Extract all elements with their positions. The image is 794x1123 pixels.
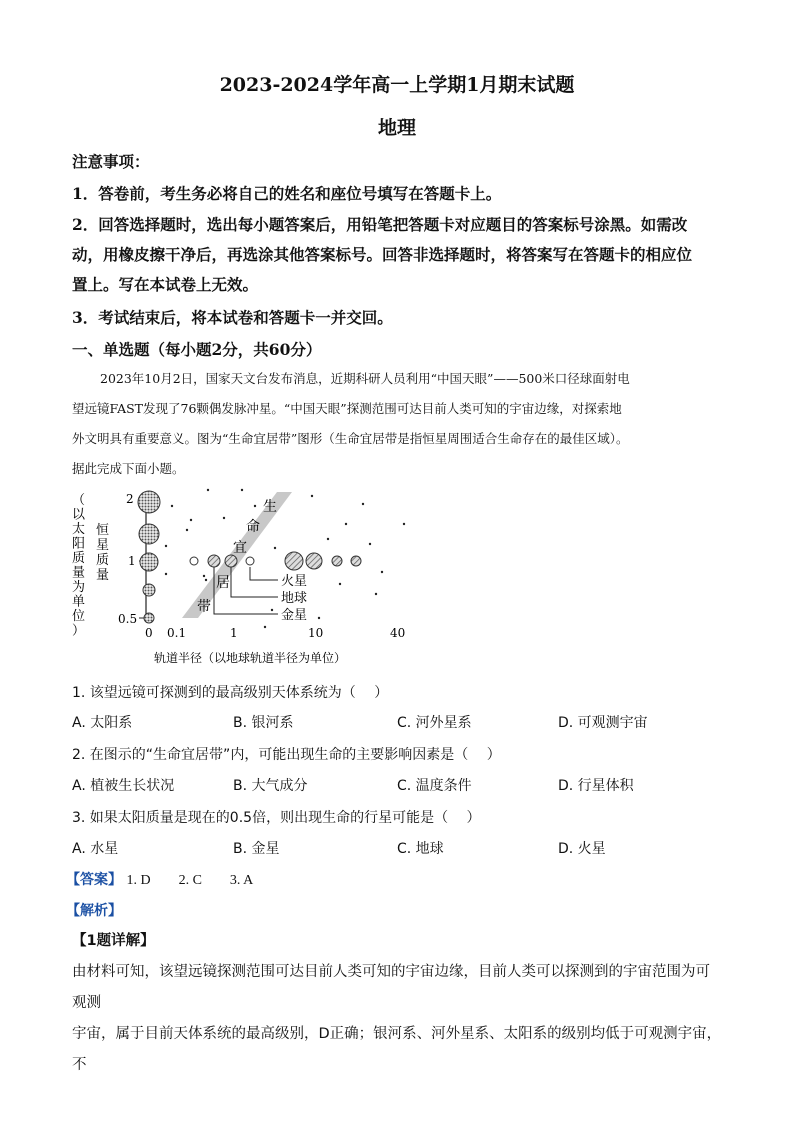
question-2-stem: 2. 在图示的“生命宜居带”内，可能出现生命的主要影响因素是（ ） xyxy=(72,747,501,763)
planet-mercury xyxy=(190,557,198,565)
band-char-4: 居 xyxy=(216,575,230,591)
question-3-stem: 3. 如果太阳质量是现在的0.5倍，则出现生命的行星可能是（ ） xyxy=(72,810,481,826)
y-axis-label-outer: （以太阳质量为单位） xyxy=(72,493,86,639)
x-tick-label-0: 0 xyxy=(145,626,153,640)
mars-leader xyxy=(250,567,278,580)
y-tick-label-1: 1 xyxy=(128,554,136,568)
question-2-option-c[interactable]: C. 温度条件 xyxy=(397,778,472,794)
star-mass-0-5 xyxy=(144,613,154,623)
section-heading: 一、单选题（每小题2分，共60分） xyxy=(72,340,322,359)
x-axis-label: 轨道半径（以地球轨道半径为单位） xyxy=(154,651,347,665)
question-1-option-c[interactable]: C. 河外星系 xyxy=(397,715,472,731)
y-tick-label-2: 2 xyxy=(126,492,134,506)
planet-earth xyxy=(225,555,237,567)
question-1-option-d[interactable]: D. 可观测宇宙 xyxy=(558,715,648,731)
band-char-5: 带 xyxy=(197,599,211,615)
x-tick-label-40: 40 xyxy=(390,626,406,640)
star-mass-1-5 xyxy=(139,524,159,544)
question-1-stem: 1. 该望远镜可探测到的最高级别天体系统为（ ） xyxy=(72,685,389,701)
y-tick-label-05: 0.5 xyxy=(118,612,138,626)
venus-label: 金星 xyxy=(281,608,308,623)
planet-uranus xyxy=(332,556,342,566)
question-2-option-a[interactable]: A. 植被生长状况 xyxy=(72,778,175,794)
y-axis-label-inner: 恒星质量 xyxy=(96,523,110,583)
passage-line-2: 望远镜FAST发现了76颗偶发脉冲星。“中国天眼”探测范围可达目前人类可知的宇宙边缘，对探索地 xyxy=(72,401,622,416)
habitable-zone-figure xyxy=(66,484,416,674)
passage-line-3: 外文明具有重要意义。图为“生命宜居带”图形（生命宜居带是指恒星周围适合生命存在的最佳区域）。 xyxy=(72,431,629,446)
question-1-option-b[interactable]: B. 银河系 xyxy=(233,715,294,731)
habitable-zone-diagram xyxy=(66,484,416,674)
analysis-line-1: 由材料可知，该望远镜探测范围可达目前人类可知的宇宙边缘，目前人类可以探测到的宇宙范围为可观测 xyxy=(72,964,710,1011)
x-tick-label-10: 10 xyxy=(308,626,324,640)
earth-label: 地球 xyxy=(281,591,308,606)
earth-leader xyxy=(231,567,278,597)
question-3-option-d[interactable]: D. 火星 xyxy=(558,841,606,857)
planet-mars xyxy=(246,557,254,565)
band-char-3: 宜 xyxy=(233,540,247,556)
question-3-option-a[interactable]: A. 水星 xyxy=(72,841,119,857)
x-tick-label-1: 1 xyxy=(230,626,238,640)
passage xyxy=(72,364,722,484)
answer-tag: 【答案】 xyxy=(66,872,122,888)
passage-line-1: 2023年10月2日，国家天文台发布消息，近期科研人员利用“中国天眼”——500米口径球面射电 xyxy=(100,371,630,386)
planet-venus xyxy=(208,555,220,567)
analysis-tag: 【解析】 xyxy=(66,903,122,919)
passage-line-4: 据此完成下面小题。 xyxy=(72,461,185,476)
notice-item-2-line-1: 2．回答选择题时，选出每小题答案后，用铅笔把答题卡对应题目的答案标号涂黑。如需改 xyxy=(72,215,688,234)
planet-saturn xyxy=(306,553,322,569)
question-2-option-d[interactable]: D. 行星体积 xyxy=(558,778,634,794)
analysis-body xyxy=(72,926,722,1081)
notice-item-1: 1．答卷前，考生务必将自己的姓名和座位号填写在答题卡上。 xyxy=(72,184,502,203)
x-tick-label-01: 0.1 xyxy=(167,626,187,640)
star-mass-2 xyxy=(138,491,160,513)
subject-title: 地理 xyxy=(377,117,416,139)
answer-block xyxy=(66,869,253,889)
notice-heading: 注意事项： xyxy=(72,152,150,171)
answer-values: 1. D 2. C 3. A xyxy=(126,873,254,888)
notice-item-3: 3．考试结束后，将本试卷和答题卡一并交回。 xyxy=(72,308,393,327)
question-3-option-c[interactable]: C. 地球 xyxy=(397,841,444,857)
question-3-option-b[interactable]: B. 金星 xyxy=(233,841,280,857)
planet-neptune xyxy=(351,556,361,566)
notice-item-2-line-2: 动，用橡皮擦干净后，再选涂其他答案标号。回答非选择题时，将答案写在答题卡的相应位 xyxy=(72,245,693,264)
band-char-2: 命 xyxy=(246,519,260,535)
question-1-option-a[interactable]: A. 太阳系 xyxy=(72,715,133,731)
q1-analysis-heading: 【1题详解】 xyxy=(72,933,155,949)
notice-item-2-line-3: 置上。写在本试卷上无效。 xyxy=(72,275,259,294)
planet-jupiter xyxy=(285,552,303,570)
exam-title: 2023-2024学年高一上学期1月期末试题 xyxy=(219,74,575,96)
band-char-1: 生 xyxy=(263,499,277,515)
star-mass-1 xyxy=(140,553,158,571)
star-mass-0-7 xyxy=(143,584,155,596)
question-2-option-b[interactable]: B. 大气成分 xyxy=(233,778,308,794)
analysis-line-2: 宇宙，属于目前天体系统的最高级别，D正确；银河系、河外星系、太阳系的级别均低于可观测宇宙，不 xyxy=(72,1026,722,1073)
mars-label: 火星 xyxy=(281,574,308,589)
